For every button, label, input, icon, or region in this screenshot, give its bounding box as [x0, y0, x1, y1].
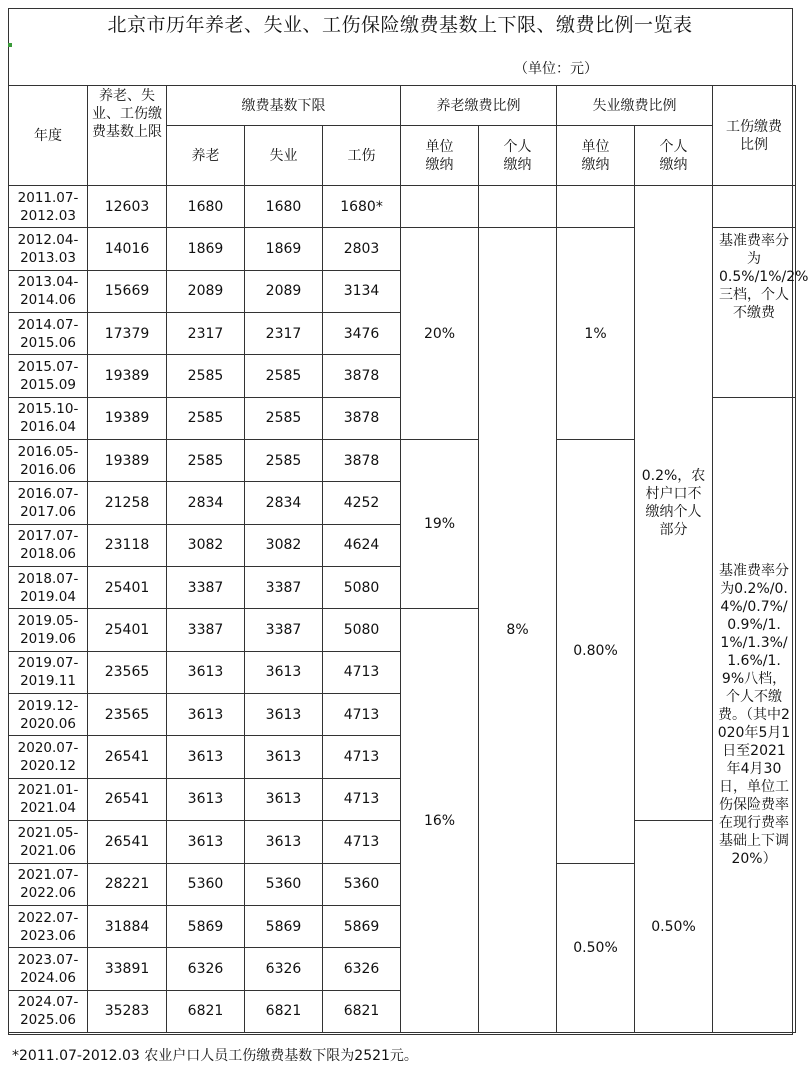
unemp-individual-02: 0.2%，农村户口不缴纳个人部分 [635, 186, 713, 821]
pension-employer-19: 19% [401, 440, 479, 609]
pension-lower-cell: 3387 [167, 567, 245, 609]
pension-lower-cell: 2585 [167, 355, 245, 397]
upper-limit-cell: 35283 [88, 990, 167, 1032]
header-pension-ratio: 养老缴费比例 [401, 86, 557, 126]
unemployment-lower-cell: 2089 [245, 270, 323, 312]
year-cell [9, 270, 88, 312]
year-cell [9, 863, 88, 905]
upper-limit-cell: 23565 [88, 651, 167, 693]
injury-lower-cell: 5360 [323, 863, 401, 905]
unemp-individual-050: 0.50% [635, 821, 713, 1033]
year-start: 2014.07- [17, 316, 79, 333]
year-start: 2012.04- [17, 232, 79, 249]
year-cell [9, 228, 88, 270]
upper-limit-cell: 23118 [88, 524, 167, 566]
upper-limit-cell: 19389 [88, 397, 167, 439]
year-end: 2020.12 [20, 758, 76, 775]
pension-lower-cell: 3613 [167, 651, 245, 693]
unemployment-lower-cell: 6326 [245, 948, 323, 990]
year-cell [9, 313, 88, 355]
upper-limit-cell: 21258 [88, 482, 167, 524]
injury-lower-cell: 4252 [323, 482, 401, 524]
year-cell [9, 651, 88, 693]
year-cell [9, 524, 88, 566]
year-start: 2024.07- [17, 994, 79, 1011]
header-unemployment: 失业 [245, 126, 323, 186]
injury-lower-cell: 4713 [323, 651, 401, 693]
contribution-table [8, 85, 808, 1033]
year-start: 2013.04- [17, 274, 79, 291]
pension-employer-20: 20% [401, 228, 479, 440]
year-end: 2021.06 [20, 842, 76, 859]
upper-limit-cell: 33891 [88, 948, 167, 990]
pension-lower-cell: 2834 [167, 482, 245, 524]
year-cell [9, 609, 88, 651]
pension-lower-cell: 1869 [167, 228, 245, 270]
injury-lower-cell: 2803 [323, 228, 401, 270]
header-lower-limit: 缴费基数下限 [167, 86, 401, 126]
upper-limit-cell: 25401 [88, 567, 167, 609]
upper-limit-cell: 28221 [88, 863, 167, 905]
injury-ratio-note-2: 基准费率分为0.2%/0.4%/0.7%/0.9%/1.1%/1.3%/1.6%/1.9%八档，个人不缴费。（其中2020年5月1日至2021年4月30日，单位工伤保险费率在现行费率基础上下调20%） [713, 397, 796, 1032]
injury-lower-cell: 4713 [323, 821, 401, 863]
unit-label: （单位：元） [514, 61, 598, 77]
pension-employer-16: 16% [401, 609, 479, 1032]
year-cell [9, 482, 88, 524]
year-start: 2022.07- [17, 909, 79, 926]
pension-individual-8: 8% [479, 228, 557, 1033]
pension-lower-cell: 3613 [167, 736, 245, 778]
year-start: 2016.07- [17, 486, 79, 503]
year-start: 2023.07- [17, 951, 79, 968]
year-end: 2016.04 [20, 419, 76, 436]
pension-lower-cell: 2317 [167, 313, 245, 355]
year-end: 2019.04 [20, 588, 76, 605]
upper-limit-cell: 23565 [88, 694, 167, 736]
unemployment-lower-cell: 3613 [245, 821, 323, 863]
pension-lower-cell: 5360 [167, 863, 245, 905]
unemp-employer-050: 0.50% [557, 863, 635, 1032]
injury-lower-cell: 3134 [323, 270, 401, 312]
injury-lower-cell: 5869 [323, 905, 401, 947]
unemployment-lower-cell: 2585 [245, 397, 323, 439]
injury-lower-cell: 4624 [323, 524, 401, 566]
year-start: 2019.07- [17, 655, 79, 672]
year-start: 2020.07- [17, 740, 79, 757]
year-end: 2019.06 [20, 631, 76, 648]
upper-limit-cell: 25401 [88, 609, 167, 651]
year-end: 2012.03 [20, 207, 76, 224]
unemployment-lower-cell: 6821 [245, 990, 323, 1032]
year-end: 2014.06 [20, 292, 76, 309]
unemployment-lower-cell: 3613 [245, 736, 323, 778]
unemployment-lower-cell: 2585 [245, 440, 323, 482]
year-end: 2015.09 [20, 377, 76, 394]
pension-lower-cell: 3613 [167, 821, 245, 863]
unemployment-lower-cell: 3613 [245, 694, 323, 736]
injury-ratio-note-1: 基准费率分为0.5%/1%/2%三档，个人不缴费 [713, 228, 796, 397]
year-cell [9, 990, 88, 1032]
upper-limit-cell: 12603 [88, 186, 167, 228]
injury-lower-cell: 3878 [323, 355, 401, 397]
unemployment-lower-cell: 5360 [245, 863, 323, 905]
header-unemployment-individual: 个人缴纳 [635, 126, 713, 186]
unemployment-lower-cell: 2834 [245, 482, 323, 524]
pension-lower-cell: 1680 [167, 186, 245, 228]
pension-lower-cell: 3387 [167, 609, 245, 651]
header-injury-ratio: 工伤缴费比例 [713, 86, 796, 186]
year-start: 2015.07- [17, 359, 79, 376]
injury-lower-cell: 3878 [323, 440, 401, 482]
upper-limit-cell: 31884 [88, 905, 167, 947]
injury-lower-cell: 6821 [323, 990, 401, 1032]
year-end: 2025.06 [20, 1012, 76, 1029]
year-end: 2013.03 [20, 250, 76, 267]
year-cell [9, 736, 88, 778]
year-end: 2015.06 [20, 334, 76, 351]
injury-lower-cell: 5080 [323, 567, 401, 609]
pension-lower-cell: 6821 [167, 990, 245, 1032]
pension-lower-cell: 2089 [167, 270, 245, 312]
year-cell [9, 694, 88, 736]
injury-lower-cell: 1680* [323, 186, 401, 228]
year-start: 2019.05- [17, 613, 79, 630]
pension-lower-cell: 3613 [167, 694, 245, 736]
pension-lower-cell: 3082 [167, 524, 245, 566]
header-pension-individual: 个人缴纳 [479, 126, 557, 186]
year-end: 2020.06 [20, 715, 76, 732]
upper-limit-cell: 19389 [88, 440, 167, 482]
injury-lower-cell: 3878 [323, 397, 401, 439]
year-cell [9, 905, 88, 947]
year-cell [9, 567, 88, 609]
year-start: 2011.07- [17, 189, 79, 206]
injury-lower-cell: 6326 [323, 948, 401, 990]
injury-lower-cell: 4713 [323, 736, 401, 778]
pension-lower-cell: 3613 [167, 778, 245, 820]
year-end: 2024.06 [20, 969, 76, 986]
unemployment-lower-cell: 2317 [245, 313, 323, 355]
year-start: 2021.07- [17, 867, 79, 884]
injury-lower-cell: 3476 [323, 313, 401, 355]
upper-limit-cell: 17379 [88, 313, 167, 355]
year-start: 2021.01- [17, 782, 79, 799]
year-cell [9, 778, 88, 820]
header-unemployment-ratio: 失业缴费比例 [557, 86, 713, 126]
corner-marker [8, 43, 12, 47]
pension-employer-blank [401, 186, 479, 228]
year-start: 2017.07- [17, 528, 79, 545]
unemp-employer-blank [557, 186, 635, 228]
footnote: *2011.07-2012.03 农业户口人员工伤缴费基数下限为2521元。 [12, 1048, 418, 1064]
year-start: 2016.05- [17, 443, 79, 460]
unemployment-lower-cell: 3387 [245, 567, 323, 609]
year-start: 2018.07- [17, 570, 79, 587]
header-injury: 工伤 [323, 126, 401, 186]
unemployment-lower-cell: 3387 [245, 609, 323, 651]
page-title: 北京市历年养老、失业、工伤保险缴费基数上下限、缴费比例一览表 [107, 14, 693, 36]
year-end: 2023.06 [20, 927, 76, 944]
injury-lower-cell: 5080 [323, 609, 401, 651]
header-pension-employer: 单位缴纳 [401, 126, 479, 186]
year-end: 2019.11 [20, 673, 76, 690]
year-start: 2019.12- [17, 697, 79, 714]
upper-limit-cell: 26541 [88, 821, 167, 863]
header-unemployment-employer: 单位缴纳 [557, 126, 635, 186]
pension-lower-cell: 2585 [167, 397, 245, 439]
year-start: 2021.05- [17, 824, 79, 841]
year-end: 2022.06 [20, 885, 76, 902]
pension-individual-blank [479, 186, 557, 228]
table-row [9, 186, 796, 228]
injury-lower-cell: 4713 [323, 778, 401, 820]
unemployment-lower-cell: 1869 [245, 228, 323, 270]
header-year: 年度 [9, 86, 88, 186]
upper-limit-cell: 26541 [88, 736, 167, 778]
header-pension: 养老 [167, 126, 245, 186]
header-upper-limit: 养老、失业、工伤缴费基数上限 [88, 86, 167, 186]
year-end: 2021.04 [20, 800, 76, 817]
year-cell [9, 186, 88, 228]
pension-lower-cell: 2585 [167, 440, 245, 482]
year-cell [9, 397, 88, 439]
injury-lower-cell: 4713 [323, 694, 401, 736]
year-cell [9, 440, 88, 482]
year-end: 2018.06 [20, 546, 76, 563]
pension-lower-cell: 6326 [167, 948, 245, 990]
upper-limit-cell: 19389 [88, 355, 167, 397]
unemployment-lower-cell: 1680 [245, 186, 323, 228]
upper-limit-cell: 14016 [88, 228, 167, 270]
injury-ratio-blank [713, 186, 796, 228]
year-cell [9, 355, 88, 397]
upper-limit-cell: 15669 [88, 270, 167, 312]
pension-lower-cell: 5869 [167, 905, 245, 947]
year-end: 2016.06 [20, 461, 76, 478]
unemp-employer-1: 1% [557, 228, 635, 440]
year-end: 2017.06 [20, 504, 76, 521]
year-start: 2015.10- [17, 401, 79, 418]
unemployment-lower-cell: 3613 [245, 651, 323, 693]
unemployment-lower-cell: 3613 [245, 778, 323, 820]
unemployment-lower-cell: 5869 [245, 905, 323, 947]
unemployment-lower-cell: 2585 [245, 355, 323, 397]
upper-limit-cell: 26541 [88, 778, 167, 820]
unemployment-lower-cell: 3082 [245, 524, 323, 566]
year-cell [9, 821, 88, 863]
unemp-employer-080: 0.80% [557, 440, 635, 863]
year-cell [9, 948, 88, 990]
